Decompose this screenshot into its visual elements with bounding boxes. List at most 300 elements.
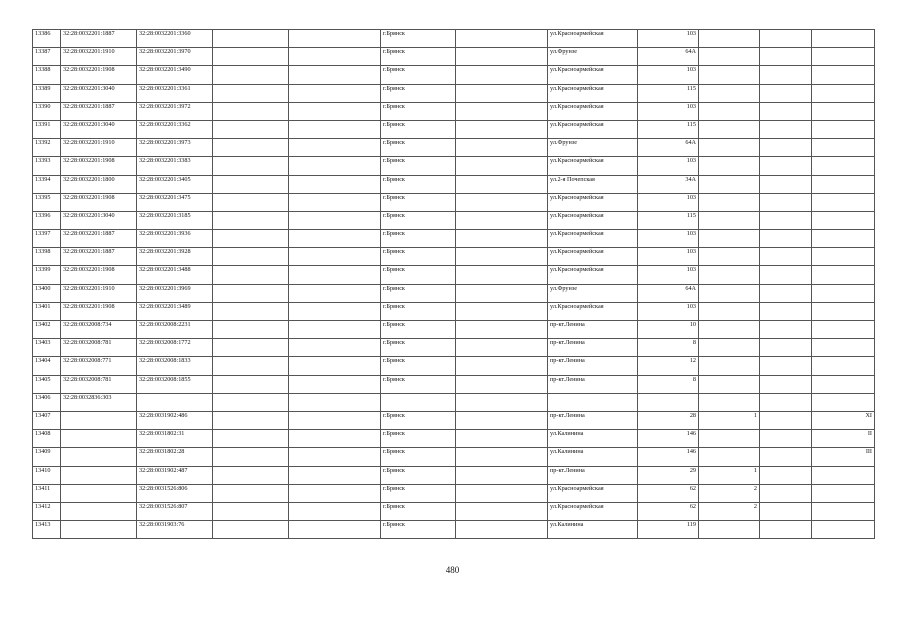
cell-col-5 (289, 357, 381, 375)
cell-cadastral-number-parent: 32:28:0032201:3040 (61, 84, 137, 102)
cell-premise (812, 120, 875, 138)
cell-col-4 (213, 248, 289, 266)
cell-street: ул.Красноармейская (548, 302, 638, 320)
cell-row-number: 13390 (33, 102, 61, 120)
cell-col-7 (456, 248, 548, 266)
cell-row-number: 13393 (33, 157, 61, 175)
cell-col-4 (213, 30, 289, 48)
cell-premise (812, 102, 875, 120)
cell-house-number: 64А (638, 284, 699, 302)
cell-col-5 (289, 30, 381, 48)
table-row (33, 248, 875, 266)
cell-street: ул.Красноармейская (548, 120, 638, 138)
table-row (33, 448, 875, 466)
page-number: 480 (445, 565, 460, 575)
cell-col-7 (456, 266, 548, 284)
cell-house-number: 146 (638, 430, 699, 448)
table-row (33, 411, 875, 429)
cell-row-number: 13412 (33, 502, 61, 520)
cell-city: г.Брянск (381, 321, 456, 339)
cell-house-number: 64А (638, 48, 699, 66)
cell-cadastral-number-parent (61, 466, 137, 484)
cell-row-number: 13395 (33, 193, 61, 211)
cell-premise (812, 502, 875, 520)
table-row (33, 30, 875, 48)
cell-house-number: 103 (638, 66, 699, 84)
cell-city: г.Брянск (381, 375, 456, 393)
cell-cadastral-number: 32:28:0032008:1833 (137, 357, 213, 375)
cell-col-7 (456, 284, 548, 302)
cell-premise (812, 284, 875, 302)
cell-cadastral-number: 32:28:0032201:3936 (137, 230, 213, 248)
cell-cadastral-number: 32:28:0031802:28 (137, 448, 213, 466)
cell-premise: II (812, 430, 875, 448)
cell-city (381, 393, 456, 411)
cell-house-number: 103 (638, 193, 699, 211)
cell-col-7 (456, 502, 548, 520)
cell-row-number: 13403 (33, 339, 61, 357)
cell-building: 2 (699, 502, 760, 520)
cell-building (699, 84, 760, 102)
cell-street: ул.Красноармейская (548, 266, 638, 284)
cell-col-5 (289, 502, 381, 520)
table-row (33, 84, 875, 102)
cell-building (699, 266, 760, 284)
cell-city: г.Брянск (381, 175, 456, 193)
cell-col-5 (289, 157, 381, 175)
cell-col-5 (289, 175, 381, 193)
cell-row-number: 13413 (33, 521, 61, 539)
table-row (33, 357, 875, 375)
cell-col-11 (760, 30, 812, 48)
cell-col-4 (213, 393, 289, 411)
cell-cadastral-number-parent (61, 448, 137, 466)
cell-col-4 (213, 193, 289, 211)
cell-building (699, 248, 760, 266)
cell-cadastral-number (137, 393, 213, 411)
cell-col-7 (456, 211, 548, 229)
cell-col-7 (456, 521, 548, 539)
cell-cadastral-number-parent: 32:28:0032008:734 (61, 321, 137, 339)
cell-col-7 (456, 375, 548, 393)
cell-cadastral-number-parent (61, 502, 137, 520)
cell-premise (812, 66, 875, 84)
cell-street: ул.Красноармейская (548, 193, 638, 211)
cell-col-5 (289, 266, 381, 284)
cell-col-11 (760, 393, 812, 411)
cell-building (699, 302, 760, 320)
cell-street: ул.Красноармейская (548, 66, 638, 84)
table-row (33, 102, 875, 120)
cell-col-4 (213, 175, 289, 193)
cell-city: г.Брянск (381, 230, 456, 248)
cell-street: ул.Красноармейская (548, 84, 638, 102)
cell-col-11 (760, 211, 812, 229)
cell-building (699, 448, 760, 466)
cell-cadastral-number-parent: 32:28:0032008:781 (61, 375, 137, 393)
cell-city: г.Брянск (381, 84, 456, 102)
cell-row-number: 13394 (33, 175, 61, 193)
table-row (33, 521, 875, 539)
cell-col-11 (760, 521, 812, 539)
cell-col-4 (213, 339, 289, 357)
cell-premise (812, 321, 875, 339)
table-row (33, 321, 875, 339)
cell-premise (812, 139, 875, 157)
cell-col-11 (760, 248, 812, 266)
cell-col-7 (456, 393, 548, 411)
cell-col-7 (456, 102, 548, 120)
cell-street: ул.Красноармейская (548, 157, 638, 175)
cell-house-number: 115 (638, 211, 699, 229)
cell-col-5 (289, 521, 381, 539)
cell-city: г.Брянск (381, 211, 456, 229)
cell-col-4 (213, 284, 289, 302)
cell-cadastral-number-parent: 32:28:0032008:781 (61, 339, 137, 357)
cell-cadastral-number-parent: 32:28:0032008:771 (61, 357, 137, 375)
cell-building (699, 357, 760, 375)
cell-cadastral-number: 32:28:0032008:2231 (137, 321, 213, 339)
table-row (33, 157, 875, 175)
cell-building (699, 430, 760, 448)
cell-city: г.Брянск (381, 357, 456, 375)
cell-row-number: 13409 (33, 448, 61, 466)
cell-col-5 (289, 84, 381, 102)
cell-col-11 (760, 193, 812, 211)
cell-street: ул.Красноармейская (548, 248, 638, 266)
cell-col-5 (289, 211, 381, 229)
cell-col-7 (456, 321, 548, 339)
cell-building: 1 (699, 411, 760, 429)
cell-city: г.Брянск (381, 102, 456, 120)
cell-cadastral-number: 32:28:0032008:1772 (137, 339, 213, 357)
cell-house-number: 12 (638, 357, 699, 375)
cell-col-11 (760, 266, 812, 284)
cell-col-5 (289, 339, 381, 357)
cell-col-5 (289, 411, 381, 429)
table-row (33, 266, 875, 284)
cell-row-number: 13386 (33, 30, 61, 48)
cell-col-4 (213, 484, 289, 502)
cell-cadastral-number: 32:28:0032201:3383 (137, 157, 213, 175)
cell-row-number: 13387 (33, 48, 61, 66)
cell-street: ул.Красноармейская (548, 30, 638, 48)
cell-cadastral-number-parent (61, 521, 137, 539)
table-row (33, 339, 875, 357)
cell-city: г.Брянск (381, 248, 456, 266)
cell-col-7 (456, 357, 548, 375)
cell-row-number: 13388 (33, 66, 61, 84)
cell-cadastral-number: 32:28:0032201:3362 (137, 120, 213, 138)
cell-col-4 (213, 502, 289, 520)
cell-col-7 (456, 302, 548, 320)
cell-row-number: 13405 (33, 375, 61, 393)
cell-cadastral-number-parent: 32:28:0032201:1800 (61, 175, 137, 193)
cell-house-number: 103 (638, 302, 699, 320)
cell-building (699, 30, 760, 48)
cell-cadastral-number-parent: 32:28:0032201:3040 (61, 211, 137, 229)
cell-building (699, 339, 760, 357)
cell-cadastral-number-parent: 32:28:0032201:1910 (61, 284, 137, 302)
cell-street: ул.Калинина (548, 448, 638, 466)
cell-col-11 (760, 502, 812, 520)
cell-city: г.Брянск (381, 157, 456, 175)
cell-city: г.Брянск (381, 30, 456, 48)
cell-city: г.Брянск (381, 411, 456, 429)
cell-street: ул.Красноармейская (548, 230, 638, 248)
cell-col-4 (213, 230, 289, 248)
cell-col-11 (760, 466, 812, 484)
cell-city: г.Брянск (381, 48, 456, 66)
cell-building (699, 139, 760, 157)
cell-cadastral-number: 32:28:0031526:806 (137, 484, 213, 502)
cell-house-number: 103 (638, 102, 699, 120)
cell-col-11 (760, 357, 812, 375)
cell-street (548, 393, 638, 411)
cell-cadastral-number-parent: 32:28:0032201:1908 (61, 157, 137, 175)
cell-cadastral-number: 32:28:0032201:3185 (137, 211, 213, 229)
cell-col-7 (456, 30, 548, 48)
table-row (33, 211, 875, 229)
cell-col-11 (760, 66, 812, 84)
cell-col-7 (456, 339, 548, 357)
cell-cadastral-number-parent: 32:28:0032201:1910 (61, 48, 137, 66)
cell-cadastral-number: 32:28:0032201:3488 (137, 266, 213, 284)
cell-cadastral-number: 32:28:0032201:3972 (137, 102, 213, 120)
cell-row-number: 13391 (33, 120, 61, 138)
cell-premise (812, 157, 875, 175)
cell-col-7 (456, 139, 548, 157)
cell-col-5 (289, 448, 381, 466)
cell-building (699, 211, 760, 229)
cell-house-number: 146 (638, 448, 699, 466)
registry-table (32, 29, 875, 539)
cell-city: г.Брянск (381, 139, 456, 157)
cell-house-number: 103 (638, 248, 699, 266)
cell-col-5 (289, 430, 381, 448)
cell-col-11 (760, 139, 812, 157)
table-row (33, 484, 875, 502)
cell-row-number: 13397 (33, 230, 61, 248)
table-row (33, 393, 875, 411)
cell-cadastral-number-parent: 32:28:0032201:1908 (61, 193, 137, 211)
cell-col-5 (289, 466, 381, 484)
cell-premise (812, 230, 875, 248)
cell-street: ул.Красноармейская (548, 211, 638, 229)
cell-premise (812, 175, 875, 193)
cell-premise (812, 302, 875, 320)
cell-col-4 (213, 521, 289, 539)
cell-street: пр-кт.Ленина (548, 375, 638, 393)
cell-col-4 (213, 48, 289, 66)
cell-row-number: 13396 (33, 211, 61, 229)
cell-street: ул.Фрунзе (548, 284, 638, 302)
cell-cadastral-number-parent: 32:28:0032201:1887 (61, 102, 137, 120)
cell-cadastral-number-parent: 32:28:0032201:1887 (61, 30, 137, 48)
cell-premise: III (812, 448, 875, 466)
cell-street: пр-кт.Ленина (548, 466, 638, 484)
cell-city: г.Брянск (381, 339, 456, 357)
cell-col-4 (213, 430, 289, 448)
cell-cadastral-number-parent: 32:28:0032201:3040 (61, 120, 137, 138)
cell-house-number: 103 (638, 30, 699, 48)
cell-row-number: 13401 (33, 302, 61, 320)
cell-city: г.Брянск (381, 521, 456, 539)
cell-col-11 (760, 484, 812, 502)
cell-col-5 (289, 48, 381, 66)
cell-building (699, 284, 760, 302)
cell-city: г.Брянск (381, 120, 456, 138)
cell-col-5 (289, 230, 381, 248)
cell-col-4 (213, 157, 289, 175)
cell-row-number: 13406 (33, 393, 61, 411)
cell-col-4 (213, 302, 289, 320)
cell-city: г.Брянск (381, 466, 456, 484)
cell-cadastral-number-parent: 32:28:0032836:303 (61, 393, 137, 411)
table-row (33, 284, 875, 302)
cell-premise (812, 211, 875, 229)
cell-col-11 (760, 302, 812, 320)
cell-col-5 (289, 139, 381, 157)
cell-house-number: 115 (638, 120, 699, 138)
table-row (33, 302, 875, 320)
cell-col-4 (213, 411, 289, 429)
cell-col-4 (213, 102, 289, 120)
cell-cadastral-number: 32:28:0032201:3969 (137, 284, 213, 302)
cell-street: ул.2-я Почепская (548, 175, 638, 193)
cell-cadastral-number: 32:28:0031526:807 (137, 502, 213, 520)
cell-col-7 (456, 66, 548, 84)
cell-house-number: 8 (638, 339, 699, 357)
table-row (33, 230, 875, 248)
cell-cadastral-number: 32:28:0032201:3973 (137, 139, 213, 157)
cell-row-number: 13392 (33, 139, 61, 157)
cell-street: ул.Красноармейская (548, 502, 638, 520)
cell-col-5 (289, 66, 381, 84)
cell-col-4 (213, 66, 289, 84)
cell-premise (812, 357, 875, 375)
cell-house-number: 103 (638, 157, 699, 175)
cell-premise (812, 466, 875, 484)
cell-col-11 (760, 230, 812, 248)
cell-premise (812, 30, 875, 48)
cell-cadastral-number-parent: 32:28:0032201:1908 (61, 266, 137, 284)
cell-city: г.Брянск (381, 430, 456, 448)
cell-building (699, 66, 760, 84)
cell-house-number: 8 (638, 375, 699, 393)
table-row (33, 466, 875, 484)
cell-cadastral-number: 32:28:0032008:1855 (137, 375, 213, 393)
cell-house-number: 115 (638, 84, 699, 102)
cell-col-7 (456, 448, 548, 466)
cell-house-number: 62 (638, 484, 699, 502)
cell-col-7 (456, 484, 548, 502)
cell-building (699, 102, 760, 120)
cell-row-number: 13389 (33, 84, 61, 102)
cell-house-number: 28 (638, 411, 699, 429)
cell-col-5 (289, 120, 381, 138)
cell-house-number: 29 (638, 466, 699, 484)
table-row (33, 139, 875, 157)
cell-premise (812, 193, 875, 211)
cell-building: 1 (699, 466, 760, 484)
cell-col-11 (760, 411, 812, 429)
cell-col-11 (760, 157, 812, 175)
table-row (33, 430, 875, 448)
cell-premise (812, 48, 875, 66)
cell-cadastral-number-parent: 32:28:0032201:1908 (61, 302, 137, 320)
cell-row-number: 13402 (33, 321, 61, 339)
cell-col-4 (213, 120, 289, 138)
cell-city: г.Брянск (381, 284, 456, 302)
cell-col-11 (760, 48, 812, 66)
cell-house-number: 64А (638, 139, 699, 157)
cell-cadastral-number-parent: 32:28:0032201:1908 (61, 66, 137, 84)
cell-house-number: 10 (638, 321, 699, 339)
cell-col-7 (456, 175, 548, 193)
cell-cadastral-number: 32:28:0031903:76 (137, 521, 213, 539)
cell-col-11 (760, 448, 812, 466)
table-row (33, 375, 875, 393)
cell-premise (812, 521, 875, 539)
cell-building: 2 (699, 484, 760, 502)
cell-col-11 (760, 375, 812, 393)
cell-col-4 (213, 448, 289, 466)
cell-col-7 (456, 84, 548, 102)
cell-building (699, 393, 760, 411)
cell-col-5 (289, 484, 381, 502)
cell-row-number: 13407 (33, 411, 61, 429)
cell-street: пр-кт.Ленина (548, 339, 638, 357)
table-row (33, 193, 875, 211)
cell-col-7 (456, 157, 548, 175)
cell-cadastral-number-parent: 32:28:0032201:1887 (61, 230, 137, 248)
cell-premise (812, 266, 875, 284)
table-row (33, 120, 875, 138)
cell-cadastral-number-parent (61, 411, 137, 429)
cell-premise (812, 484, 875, 502)
cell-cadastral-number: 32:28:0032201:3490 (137, 66, 213, 84)
cell-cadastral-number: 32:28:0032201:3360 (137, 30, 213, 48)
cell-house-number: 103 (638, 230, 699, 248)
cell-building (699, 193, 760, 211)
cell-building (699, 375, 760, 393)
cell-building (699, 230, 760, 248)
cell-cadastral-number: 32:28:0032201:3405 (137, 175, 213, 193)
cell-city: г.Брянск (381, 266, 456, 284)
table-row (33, 175, 875, 193)
cell-col-4 (213, 211, 289, 229)
cell-building (699, 321, 760, 339)
cell-city: г.Брянск (381, 302, 456, 320)
cell-city: г.Брянск (381, 484, 456, 502)
cell-col-11 (760, 120, 812, 138)
cell-street: пр-кт.Ленина (548, 321, 638, 339)
cell-col-7 (456, 120, 548, 138)
cell-cadastral-number: 32:28:0032201:3970 (137, 48, 213, 66)
cell-col-7 (456, 466, 548, 484)
table-row (33, 66, 875, 84)
cell-street: пр-кт.Ленина (548, 411, 638, 429)
cell-col-5 (289, 302, 381, 320)
cell-col-7 (456, 430, 548, 448)
cell-col-11 (760, 175, 812, 193)
cell-city: г.Брянск (381, 193, 456, 211)
cell-building (699, 175, 760, 193)
cell-cadastral-number: 32:28:0032201:3475 (137, 193, 213, 211)
cell-street: ул.Калинина (548, 430, 638, 448)
cell-col-11 (760, 102, 812, 120)
